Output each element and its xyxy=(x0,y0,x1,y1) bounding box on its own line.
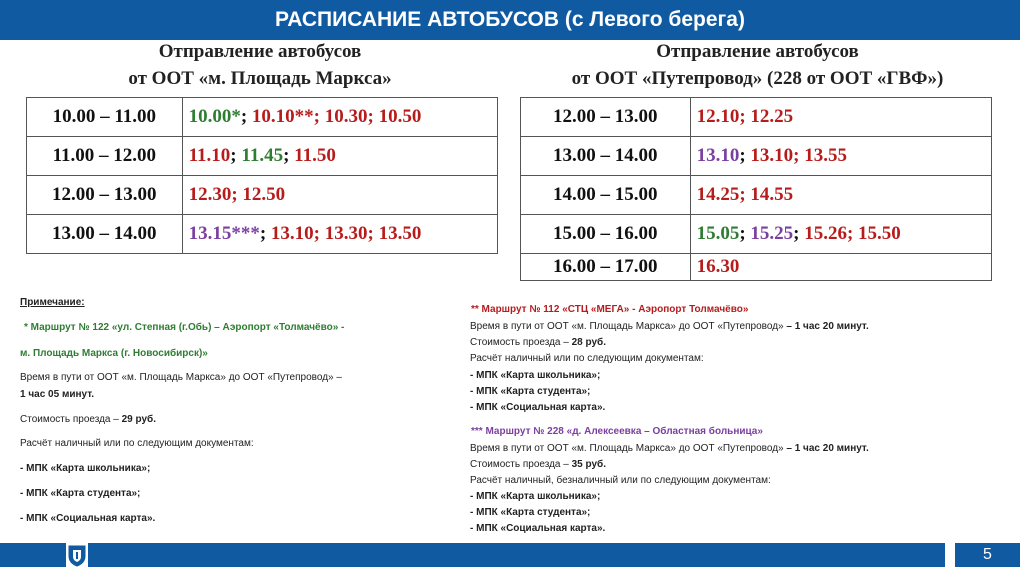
note-payment-122: Расчёт наличный или по следующим документам: xyxy=(20,438,254,449)
time-range-cell: 15.00 – 16.00 xyxy=(521,215,691,254)
departure-time: 12.10; 12.25 xyxy=(696,106,794,127)
time-range-cell: 13.00 – 14.00 xyxy=(521,137,691,176)
departure-times-cell xyxy=(690,176,991,215)
departure-time: 15.25 xyxy=(750,223,794,244)
departure-time: 11.10 xyxy=(188,145,231,166)
emblem-icon xyxy=(66,543,88,567)
departure-time: 11.45 xyxy=(241,145,284,166)
departure-time: ; xyxy=(739,145,751,166)
departure-times-cell xyxy=(182,98,497,137)
left-heading-line2: от ООТ «м. Площадь Маркса» xyxy=(128,68,392,89)
schedule-row xyxy=(27,98,498,137)
schedule-row xyxy=(27,137,498,176)
departure-time: ; xyxy=(739,223,751,244)
departure-time: ; xyxy=(240,106,252,127)
departure-time: 12.30; 12.50 xyxy=(188,184,286,205)
note-title: Примечание: xyxy=(20,297,85,308)
left-schedule-table xyxy=(26,97,498,254)
time-range-cell: 16.00 – 17.00 xyxy=(521,254,691,281)
departure-time: 13.10; 13.55 xyxy=(750,145,847,166)
note-travel-112: Время в пути от ООТ «м. Площадь Маркса» до ООТ «Путепровод» – 1 час 20 минут. xyxy=(470,321,869,332)
departure-time: 10.10**; 10.30; 10.50 xyxy=(251,106,422,127)
note-cost-112: Стоимость проезда – 28 руб. xyxy=(470,337,607,348)
time-range-cell: 13.00 – 14.00 xyxy=(27,215,183,254)
note-payment-112: Расчёт наличный или по следующим документам: xyxy=(470,353,704,364)
departure-time: ; xyxy=(793,223,805,244)
time-range-cell: 10.00 – 11.00 xyxy=(27,98,183,137)
note-payment-228: Расчёт наличный, безналичный или по следующим документам: xyxy=(470,475,771,486)
right-heading xyxy=(515,38,1000,92)
schedule-row xyxy=(521,254,992,281)
departure-time: 13.15*** xyxy=(188,223,260,244)
note-doc-112-1: - МПК «Карта школьника»; xyxy=(470,370,601,381)
departure-times-cell xyxy=(182,215,497,254)
note-cost-228: Стоимость проезда – 35 руб. xyxy=(470,459,607,470)
schedule-row xyxy=(27,176,498,215)
footer-bar xyxy=(0,543,945,567)
note-route-112: ** Маршрут № 112 «СТЦ «МЕГА» - Аэропорт Толмачёво» xyxy=(471,304,749,315)
departure-time: 13.10; 13.30; 13.50 xyxy=(270,223,422,244)
departure-times-cell xyxy=(690,98,991,137)
departure-times-cell xyxy=(182,137,497,176)
departure-times-cell xyxy=(690,254,991,281)
schedule-row xyxy=(521,98,992,137)
departure-time: 14.25; 14.55 xyxy=(696,184,794,205)
schedule-row xyxy=(521,176,992,215)
note-travel-122-line2: 1 час 05 минут. xyxy=(20,389,95,400)
departure-time: 16.30 xyxy=(696,256,740,277)
right-heading-line1: Отправление автобусов xyxy=(656,41,859,62)
schedule-row xyxy=(521,137,992,176)
note-doc-112-2: - МПК «Карта студента»; xyxy=(470,386,591,397)
departure-time: 13.10 xyxy=(696,145,740,166)
schedule-row xyxy=(521,215,992,254)
note-doc-122-1: - МПК «Карта школьника»; xyxy=(20,463,151,474)
departure-time: ; xyxy=(259,223,271,244)
departure-times-cell xyxy=(182,176,497,215)
left-heading-line1: Отправление автобусов xyxy=(158,41,362,62)
note-travel-122-line1: Время в пути от ООТ «м. Площадь Маркса» до ООТ «Путепровод» – xyxy=(20,372,342,383)
note-doc-228-3: - МПК «Социальная карта». xyxy=(470,523,606,534)
note-route-122-line1: * Маршрут № 122 «ул. Степная (г.Обь) – Аэропорт «Толмачёво» - xyxy=(24,322,345,333)
note-doc-122-3: - МПК «Социальная карта». xyxy=(20,513,156,524)
note-doc-122-2: - МПК «Карта студента»; xyxy=(20,488,141,499)
time-range-cell: 14.00 – 15.00 xyxy=(521,176,691,215)
departure-times-cell xyxy=(690,137,991,176)
departure-time: ; xyxy=(283,145,295,166)
departure-time: 15.05 xyxy=(696,223,740,244)
departure-time: ; xyxy=(230,145,242,166)
note-doc-228-2: - МПК «Карта студента»; xyxy=(470,507,591,518)
left-heading xyxy=(20,38,500,92)
time-range-cell: 12.00 – 13.00 xyxy=(27,176,183,215)
note-doc-228-1: - МПК «Карта школьника»; xyxy=(470,491,601,502)
page-title: РАСПИСАНИЕ АВТОБУСОВ (с Левого берега) xyxy=(275,8,745,31)
time-range-cell: 11.00 – 12.00 xyxy=(27,137,183,176)
departure-times-cell xyxy=(690,215,991,254)
note-cost-122: Стоимость проезда – 29 руб. xyxy=(20,414,157,425)
note-doc-112-3: - МПК «Социальная карта». xyxy=(470,402,606,413)
right-heading-line2: от ООТ «Путепровод» (228 от ООТ «ГВФ») xyxy=(571,68,944,89)
departure-time: 11.50 xyxy=(294,145,336,166)
right-schedule-table xyxy=(520,97,992,281)
departure-time: 10.00* xyxy=(188,106,241,127)
time-range-cell: 12.00 – 13.00 xyxy=(521,98,691,137)
note-route-122-line2: м. Площадь Маркса (г. Новосибирск)» xyxy=(20,348,208,359)
note-travel-228: Время в пути от ООТ «м. Площадь Маркса» до ООТ «Путепровод» – 1 час 20 минут. xyxy=(470,443,869,454)
note-route-228: *** Маршрут № 228 «д. Алексеевка – Областная больница» xyxy=(471,426,763,437)
departure-time: 15.26; 15.50 xyxy=(804,223,901,244)
page-number: 5 xyxy=(955,543,1020,567)
schedule-row xyxy=(27,215,498,254)
